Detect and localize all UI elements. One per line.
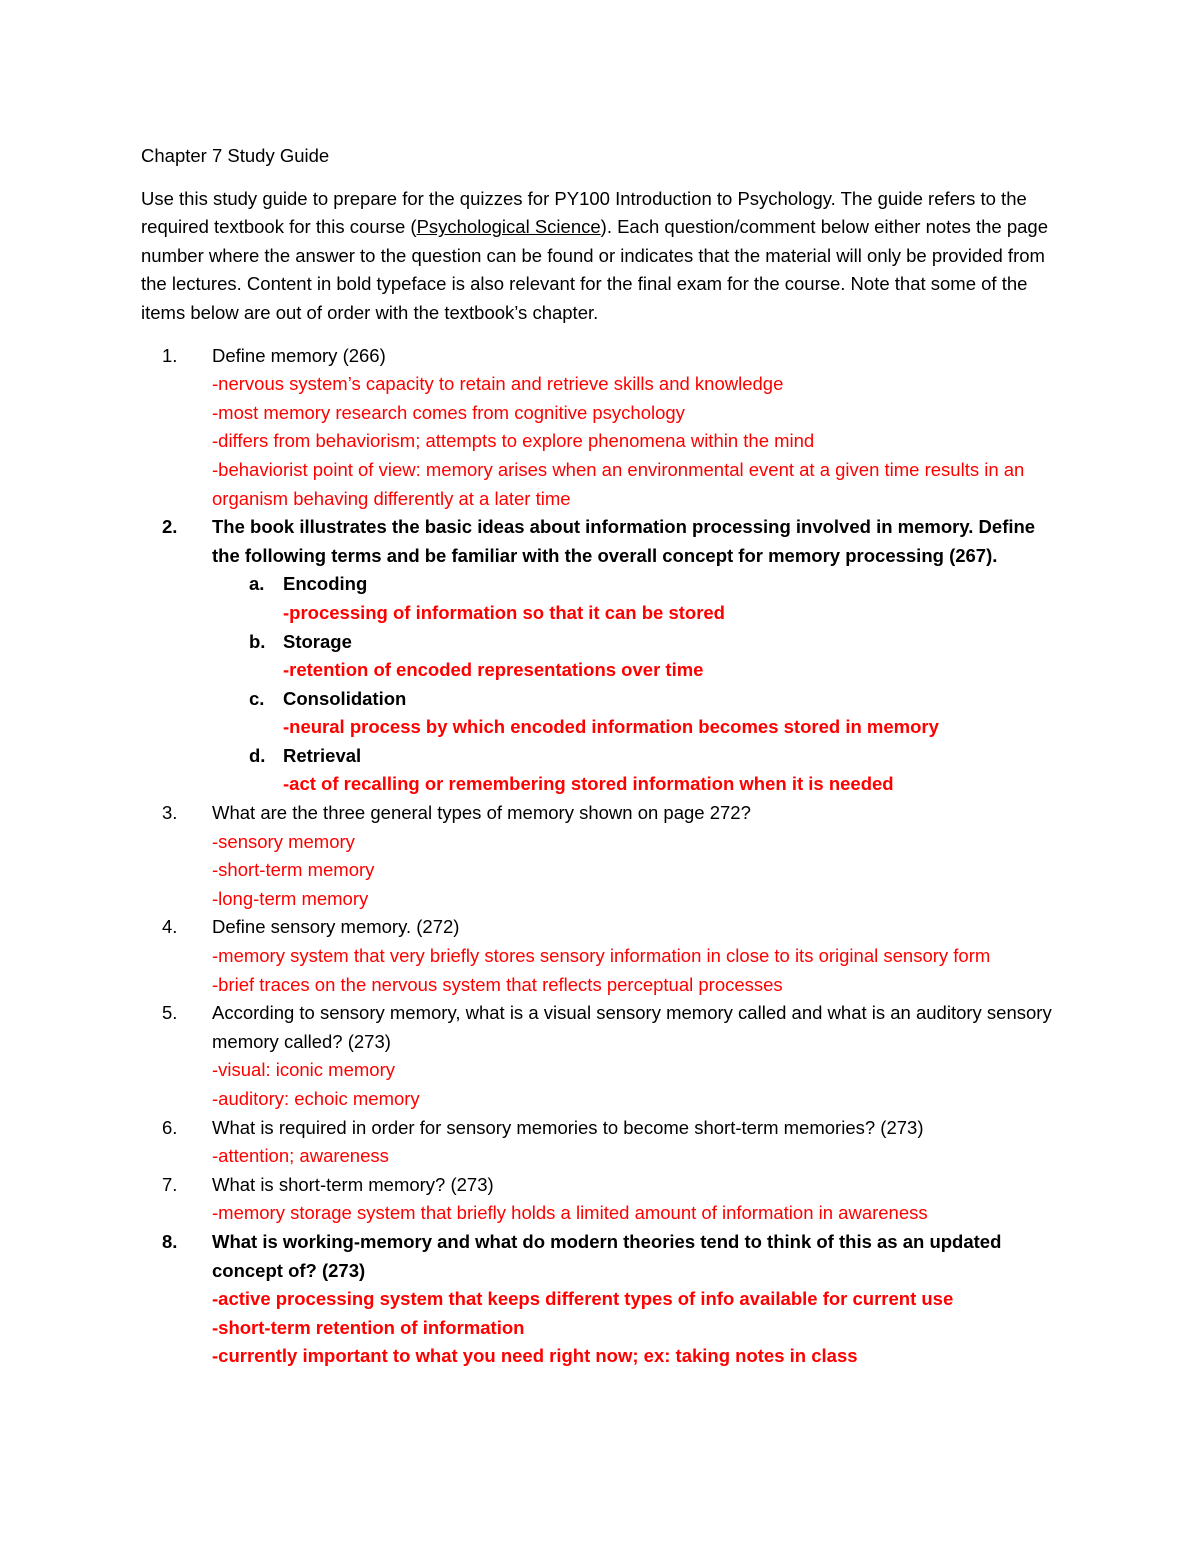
answer-line: -auditory: echoic memory (212, 1088, 420, 1109)
question-text: Define sensory memory. (272) (212, 916, 460, 938)
question-item (141, 1114, 1061, 1171)
term-item (212, 685, 1061, 742)
question-text: What is short-term memory? (273) (212, 1173, 494, 1195)
term-name: Retrieval (283, 744, 362, 766)
question-text: According to sensory memory, what is a visual sensory memory called and what is an auditory sensory memory called? (273) (212, 1002, 1052, 1052)
question-list (141, 342, 1061, 1371)
question-item (141, 1228, 1061, 1371)
document-title: Chapter 7 Study Guide (141, 145, 330, 166)
question-number: 1. (162, 344, 178, 366)
answer-line: -short-term memory (212, 859, 375, 881)
term-item (212, 628, 1061, 685)
term-name: Encoding (283, 573, 368, 595)
term-item (212, 570, 1061, 627)
question-item (141, 913, 1061, 999)
question-number: 5. (162, 1002, 178, 1024)
intro-text-end: ). Each question/comment below either notes the page number where the answer to the question can be found or indicates that the material will only be provided from the lectures. Content in bold typeface is also relevant for the final exam for the course. Note that some of the items below are out of order with the textbook’s chapter. (141, 216, 1049, 323)
question-item (141, 342, 1061, 514)
question-item (141, 1171, 1061, 1228)
question-text: What is working-memory and what do modern theories tend to think of this as an updated concept of? (273) (212, 1230, 1002, 1281)
answer-line: -memory system that very briefly stores sensory information in close to its original sensory form (212, 945, 991, 967)
question-number: 6. (162, 1116, 178, 1138)
question-number: 8. (162, 1230, 178, 1252)
term-letter: b. (249, 630, 266, 652)
question-text: Define memory (266) (212, 344, 386, 366)
answer-line: -brief traces on the nervous system that reflects perceptual processes (212, 973, 783, 995)
question-item (141, 799, 1061, 913)
question-number: 4. (162, 916, 178, 938)
textbook-title: Psychological Science (416, 216, 601, 238)
term-letter: c. (249, 687, 265, 709)
term-definition: -retention of encoded representations over time (283, 659, 704, 681)
term-name: Consolidation (283, 687, 407, 709)
question-number: 3. (162, 802, 178, 824)
answer-line: -differs from behaviorism; attempts to explore phenomena within the mind (212, 430, 815, 452)
answer-line: -most memory research comes from cognitive psychology (212, 401, 685, 423)
term-letter: d. (249, 744, 266, 766)
intro-text-start: Use this study guide to prepare for the quizzes for PY100 Introduction to Psychology. The guide refers to the required textbook for this course ( (141, 187, 1027, 238)
answer-line: -active processing system that keeps different types of info available for current use (212, 1288, 954, 1310)
question-text: What is required in order for sensory memories to become short-term memories? (273) (212, 1116, 924, 1138)
question-text: The book illustrates the basic ideas about information processing involved in memory. Define the following terms and be familiar with the overall concept for memory processing (267). (212, 516, 1036, 566)
term-item (212, 742, 1061, 799)
answer-line: -short-term retention of information (212, 1316, 525, 1338)
term-definition: -processing of information so that it can be stored (283, 601, 725, 623)
term-name: Storage (283, 630, 352, 652)
answer-line: -nervous system’s capacity to retain and retrieve skills and knowledge (212, 373, 784, 395)
term-letter: a. (249, 573, 265, 595)
term-definition: -act of recalling or remembering stored information when it is needed (283, 773, 894, 795)
document-body (141, 142, 1061, 1371)
intro-paragraph (141, 185, 1061, 328)
answer-line: -behaviorist point of view: memory arises when an environmental event at a given time results in an organism behaving differently at a later time (212, 458, 1025, 509)
question-number: 2. (162, 516, 178, 538)
question-text: What are the three general types of memory shown on page 272? (212, 802, 751, 824)
answer-line: -memory storage system that briefly holds a limited amount of information in awareness (212, 1202, 928, 1224)
answer-line: -attention; awareness (212, 1145, 389, 1167)
answer-line: -long-term memory (212, 887, 369, 909)
term-definition: -neural process by which encoded information becomes stored in memory (283, 716, 939, 738)
term-list (212, 570, 1061, 799)
question-item (141, 513, 1061, 799)
answer-line: -sensory memory (212, 830, 355, 852)
question-item (141, 999, 1061, 1113)
question-number: 7. (162, 1173, 178, 1195)
answer-line: -currently important to what you need right now; ex: taking notes in class (212, 1345, 858, 1367)
answer-line: -visual: iconic memory (212, 1059, 395, 1081)
